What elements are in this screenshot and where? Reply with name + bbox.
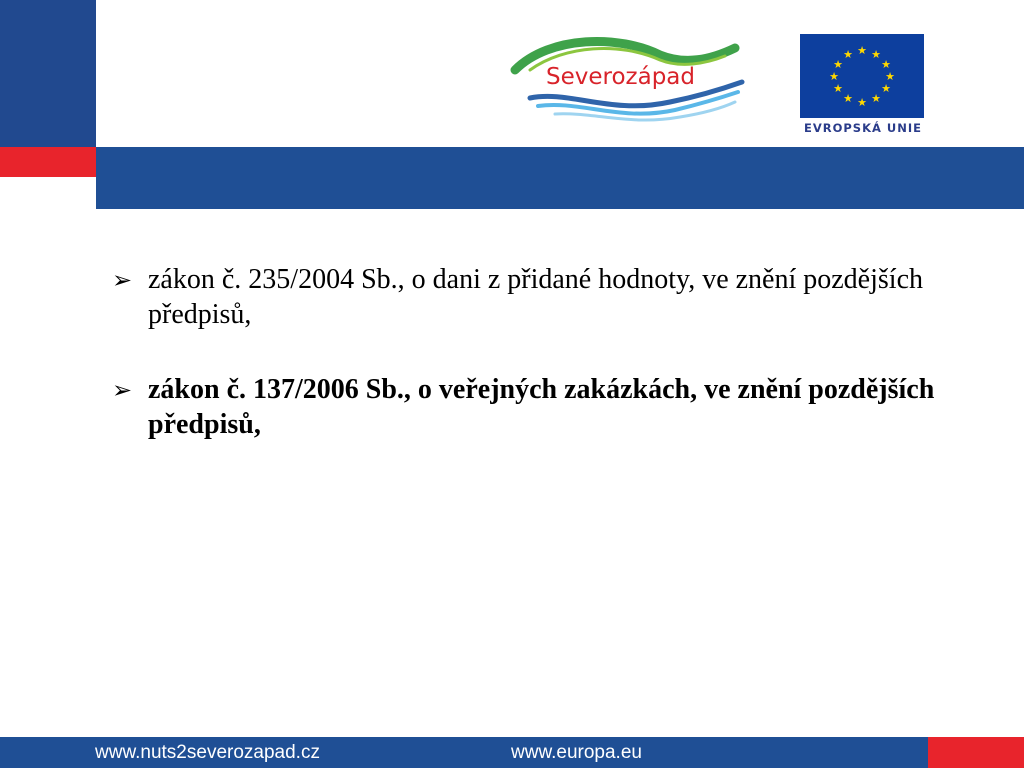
severozapad-logo-graphic <box>510 30 750 125</box>
bullet-item <box>112 262 992 332</box>
arrow-bullet-icon: ➢ <box>112 376 133 404</box>
header-band <box>96 147 1024 209</box>
bullet-text: zákon č. 235/2004 Sb., o dani z přidané hodnoty, ve znění pozdějších předpisů, <box>148 264 923 330</box>
svg-text:★: ★ <box>843 92 853 105</box>
svg-text:★: ★ <box>829 70 839 83</box>
bullet-text: zákon č. 137/2006 Sb., o veřejných zakázkách, ve znění pozdějších předpisů, <box>148 374 935 440</box>
eu-flag-graphic <box>800 34 924 118</box>
svg-text:★: ★ <box>833 58 843 71</box>
severozapad-logo <box>510 30 750 125</box>
svg-text:★: ★ <box>857 96 867 109</box>
svg-text:★: ★ <box>881 82 891 95</box>
svg-text:★: ★ <box>871 92 881 105</box>
svg-text:★: ★ <box>843 48 853 61</box>
bullet-item <box>112 372 992 442</box>
svg-text:★: ★ <box>885 70 895 83</box>
slide-content <box>112 262 992 482</box>
logo-wordmark: Severozápad <box>546 64 695 90</box>
footer-link-europa[interactable]: www.europa.eu <box>511 742 642 763</box>
footer-bar <box>0 737 1024 768</box>
svg-text:★: ★ <box>881 58 891 71</box>
eu-caption: EVROPSKÁ UNIE <box>803 121 922 135</box>
eu-flag <box>800 34 924 118</box>
svg-text:★: ★ <box>857 44 867 57</box>
svg-text:★: ★ <box>833 82 843 95</box>
left-blue-bar <box>0 0 96 147</box>
arrow-bullet-icon: ➢ <box>112 266 133 294</box>
footer-red-block <box>928 737 1024 768</box>
svg-text:★: ★ <box>871 48 881 61</box>
footer-link-nuts2[interactable]: www.nuts2severozapad.cz <box>95 742 320 763</box>
left-red-bar <box>0 147 96 177</box>
